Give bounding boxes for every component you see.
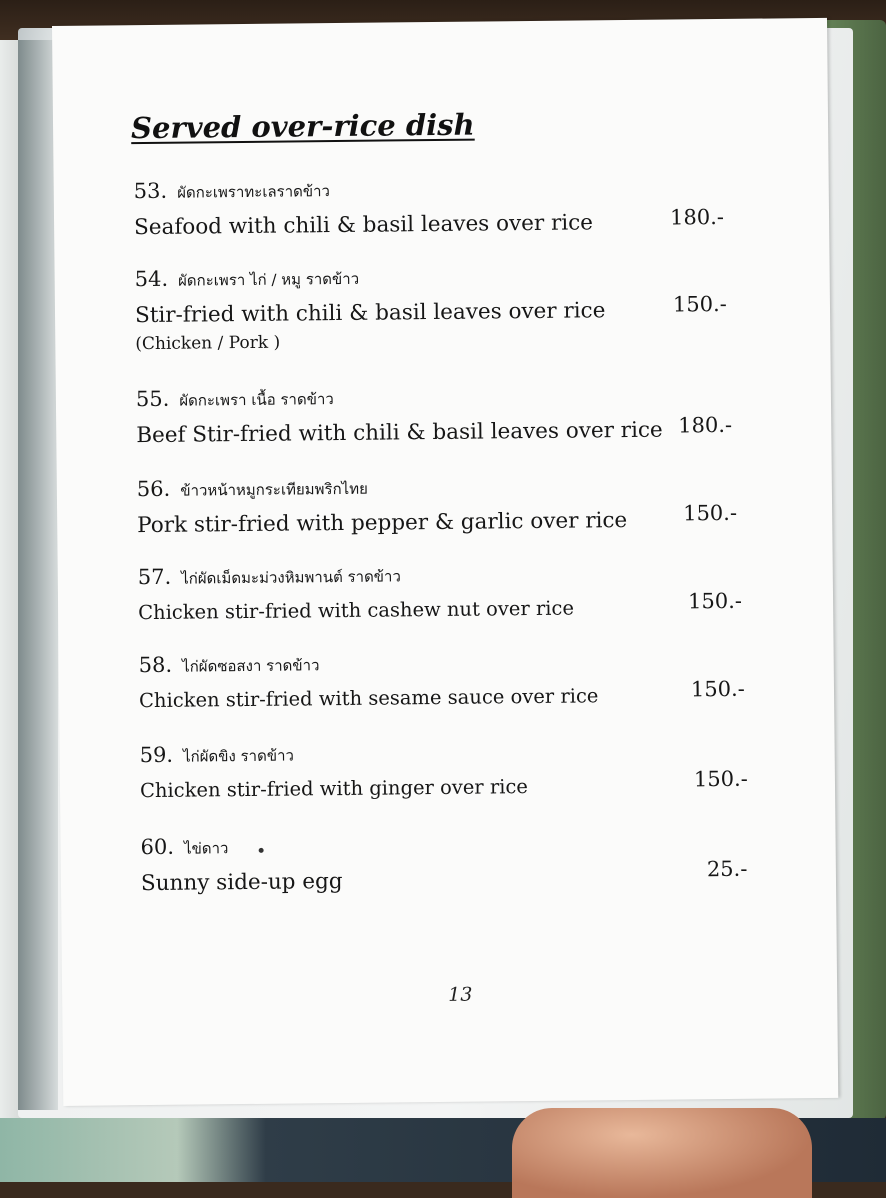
item-thai-name: ผัดกะเพรา ไก่ / หมู ราดข้าว xyxy=(177,269,360,290)
menu-item-60 xyxy=(140,833,342,896)
item-number: 55. xyxy=(135,386,170,412)
item-thai-name: ผัดกะเพรา เนื้อ ราดข้าว xyxy=(179,390,334,410)
hand xyxy=(512,1108,812,1198)
menu-item-57 xyxy=(138,561,574,625)
item-english-name: Stir-fried with chili & basil leaves over rice xyxy=(134,298,606,329)
menu-page xyxy=(52,18,838,1106)
menu-item-54 xyxy=(135,262,606,354)
menu-item-56 xyxy=(137,472,628,538)
item-price: 180.- xyxy=(678,412,733,438)
binder-spine xyxy=(18,40,58,1110)
item-thai-name: ไก่ผัดเม็ดมะม่วงหิมพานต์ ราดข้าว xyxy=(181,567,401,588)
menu-item-55 xyxy=(136,382,663,449)
item-thai-name: ไข่ดาว xyxy=(183,839,229,858)
item-number: 56. xyxy=(136,476,171,502)
item-english-name: Seafood with chili & basil leaves over rice xyxy=(133,210,594,241)
item-number: 53. xyxy=(133,178,168,204)
item-thai-name: ข้าวหน้าหมูกระเทียมพริกไทย xyxy=(180,479,368,500)
item-price: 150.- xyxy=(683,500,738,526)
item-english-name: Pork stir-fried with pepper & garlic over rice xyxy=(137,508,628,539)
page-number: 13 xyxy=(448,983,473,1006)
item-price: 150.- xyxy=(672,291,727,317)
item-price: 180.- xyxy=(669,204,725,230)
item-number: 60. xyxy=(140,834,175,860)
item-price: 150.- xyxy=(687,588,743,614)
menu-item-59 xyxy=(140,739,529,802)
item-english-name: Chicken stir-fried with ginger over rice xyxy=(139,775,529,803)
item-price: 25.- xyxy=(706,856,748,882)
item-price: 150.- xyxy=(693,766,748,792)
item-thai-name: ไก่ผัดซอสงา ราดข้าว xyxy=(182,656,320,676)
ink-dot xyxy=(259,848,264,853)
item-thai-name: ผัดกะเพราทะเลราดข้าว xyxy=(177,182,330,202)
item-note: (Chicken / Pork ) xyxy=(135,332,281,355)
item-english-name: Sunny side-up egg xyxy=(140,869,343,897)
section-heading: Served over-rice dish xyxy=(130,107,475,146)
item-english-name: Beef Stir-fried with chili & basil leaves over rice xyxy=(136,417,663,449)
item-number: 58. xyxy=(138,652,173,678)
item-english-name: Chicken stir-fried with sesame sauce over rice xyxy=(138,684,599,713)
item-number: 57. xyxy=(137,564,172,590)
item-thai-name: ไก่ผัดขิง ราดข้าว xyxy=(182,746,294,766)
item-number: 59. xyxy=(139,742,174,768)
item-price: 150.- xyxy=(690,676,745,702)
item-english-name: Chicken stir-fried with cashew nut over rice xyxy=(138,596,575,625)
menu-item-58 xyxy=(139,648,599,712)
item-number: 54. xyxy=(134,266,169,292)
menu-item-53 xyxy=(134,174,593,240)
